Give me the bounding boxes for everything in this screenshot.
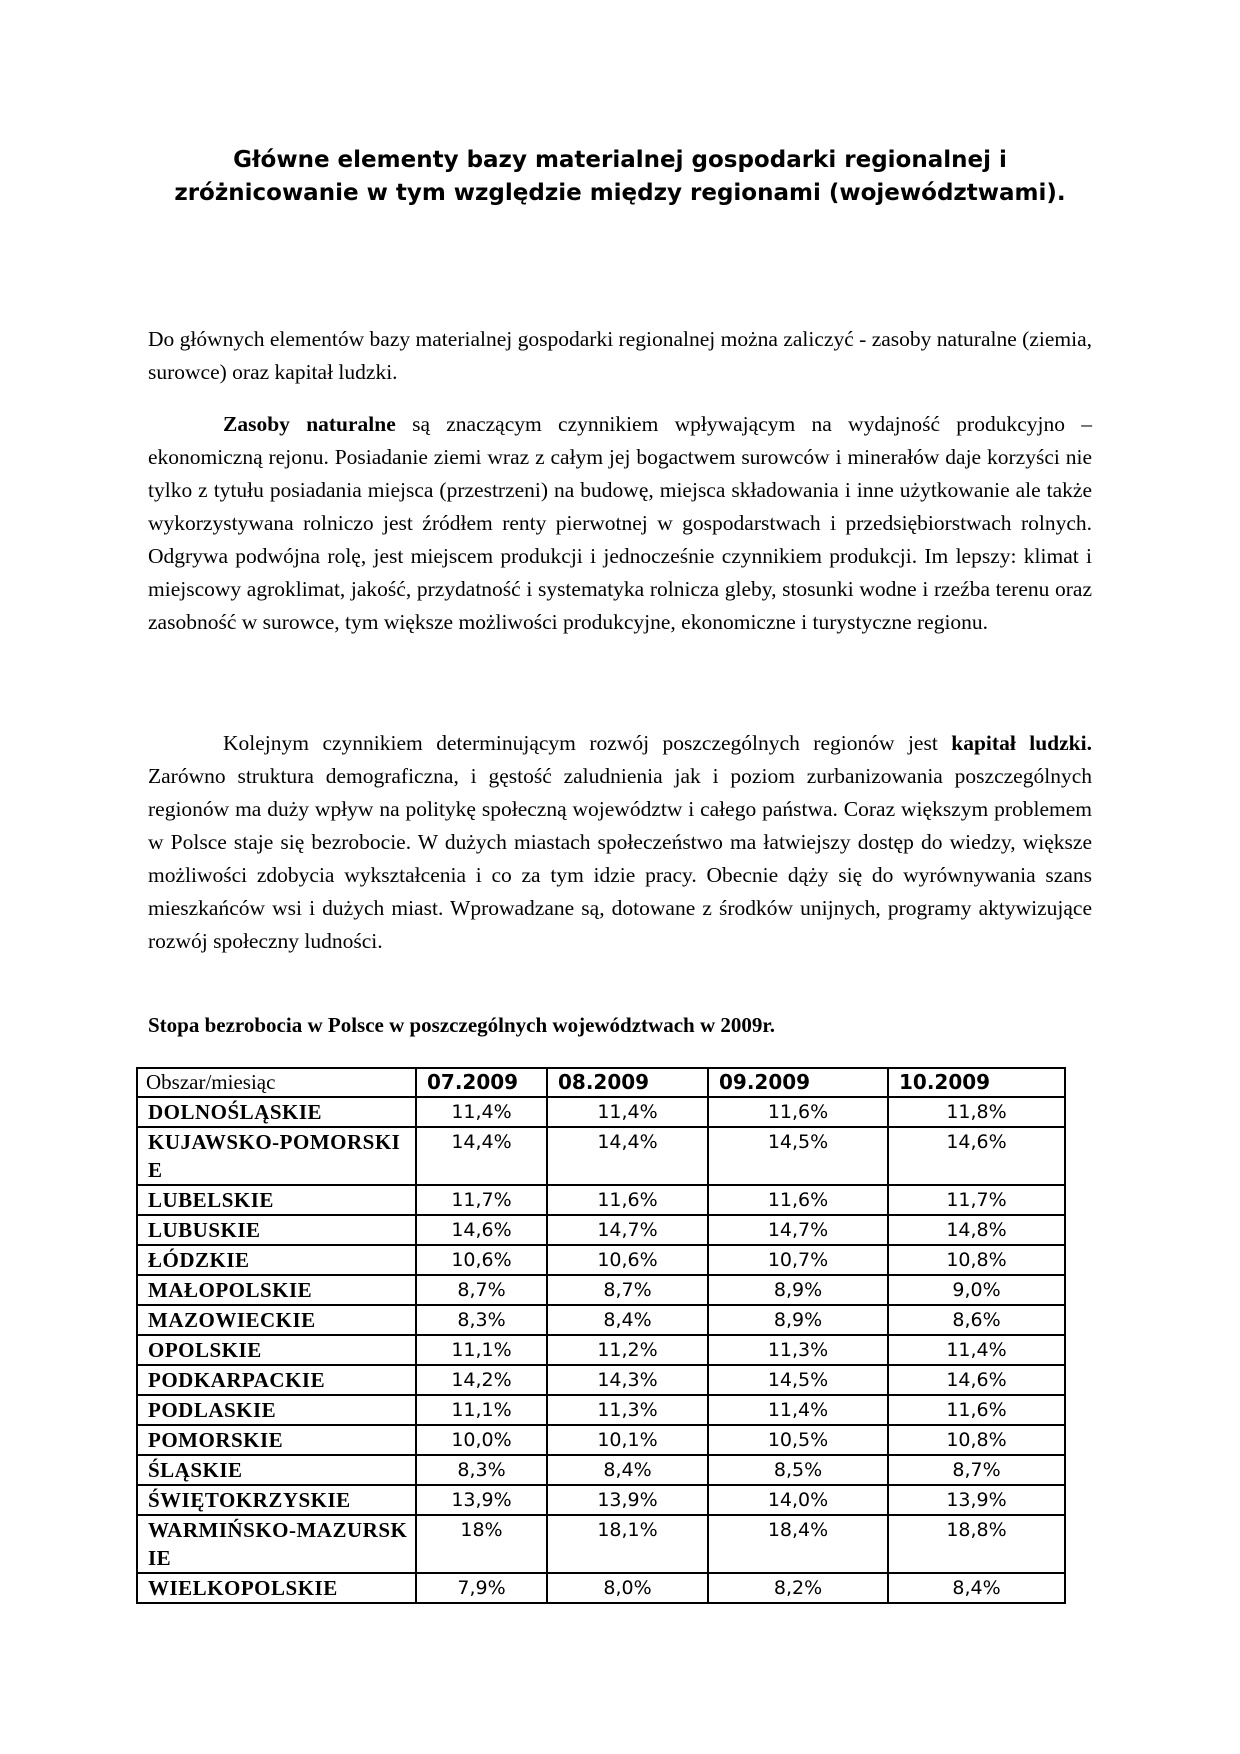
unemployment-rate-cell: 14,3% [547,1365,708,1395]
unemployment-rate-cell: 11,6% [888,1395,1065,1425]
region-name-cell: WIELKOPOLSKIE [137,1573,416,1603]
unemployment-rate-cell: 8,5% [708,1455,888,1485]
unemployment-rate-cell: 18,1% [547,1515,708,1573]
paragraph-natural-resources [148,408,1092,639]
unemployment-rate-cell: 10,0% [416,1425,547,1455]
region-name-cell: MAŁOPOLSKIE [137,1275,416,1305]
unemployment-rate-cell: 14,7% [708,1215,888,1245]
table-row [137,1305,1065,1335]
unemployment-rate-cell: 8,9% [708,1275,888,1305]
region-name-cell: POMORSKIE [137,1425,416,1455]
column-header-month: 10.2009 [888,1068,1065,1097]
unemployment-rate-cell: 8,0% [547,1573,708,1603]
unemployment-rate-cell: 11,2% [547,1335,708,1365]
region-name-cell: LUBELSKIE [137,1185,416,1215]
paragraph-intro: Do głównych elementów bazy materialnej gospodarki regionalnej można zaliczyć - zasoby naturalne (ziemia, surowce) oraz kapitał ludzki. [148,327,1092,384]
unemployment-rate-cell: 14,4% [416,1127,547,1185]
unemployment-rate-cell: 11,3% [547,1395,708,1425]
unemployment-rate-cell: 18,4% [708,1515,888,1573]
unemployment-rate-cell: 8,3% [416,1305,547,1335]
unemployment-rate-cell: 14,6% [416,1215,547,1245]
unemployment-rate-cell: 11,6% [708,1185,888,1215]
unemployment-table [136,1067,1066,1604]
unemployment-rate-cell: 10,8% [888,1425,1065,1455]
unemployment-rate-cell: 14,5% [708,1127,888,1185]
table-row [137,1215,1065,1245]
unemployment-rate-cell: 11,4% [547,1097,708,1127]
unemployment-rate-cell: 14,0% [708,1485,888,1515]
paragraph-text: Zarówno struktura demograficzna, i gęstość zaludnienia jak i poziom zurbanizowania poszczególnych regionów ma duży wpływ na politykę społeczną województw i całego państwa. Coraz większym problemem w Polsce staje się bezrobocie. W dużych miastach społeczeństwo ma łatwiejszy dostęp do wiedzy, większe możliwości zdobycia wykształcenia i co za tym idzie pracy. Obecnie dąży się do wyrównywania szans mieszkańców wsi i dużych miast. Wprowadzane są, dotowane z środków unijnych, programy aktywizujące rozwój społeczny ludności. [148,764,1092,953]
column-header-month: 08.2009 [547,1068,708,1097]
region-name-cell: WARMIŃSKO-MAZURSKIE [137,1515,416,1573]
unemployment-rate-cell: 11,6% [547,1185,708,1215]
unemployment-rate-cell: 14,7% [547,1215,708,1245]
unemployment-rate-cell: 11,4% [888,1335,1065,1365]
unemployment-rate-cell: 10,6% [547,1245,708,1275]
table-row [137,1097,1065,1127]
region-name-cell: ŚLĄSKIE [137,1455,416,1485]
document-title: Główne elementy bazy materialnej gospodarki regionalnej i zróżnicowanie w tym względzie między regionami (województwami). [174,147,1066,206]
table-row [137,1335,1065,1365]
unemployment-rate-cell: 8,3% [416,1455,547,1485]
unemployment-rate-cell: 10,1% [547,1425,708,1455]
unemployment-rate-cell: 13,9% [888,1485,1065,1515]
table-row [137,1365,1065,1395]
paragraph-text: Kolejnym czynnikiem determinującym rozwój poszczególnych regionów jest [223,731,952,755]
column-header-month: 09.2009 [708,1068,888,1097]
unemployment-rate-cell: 14,4% [547,1127,708,1185]
unemployment-rate-cell: 14,8% [888,1215,1065,1245]
table-header-row [137,1068,1065,1097]
table-row [137,1515,1065,1573]
unemployment-rate-cell: 8,2% [708,1573,888,1603]
region-name-cell: ŁÓDZKIE [137,1245,416,1275]
table-caption: Stopa bezrobocia w Polsce w poszczególnych województwach w 2009r. [148,1013,776,1037]
unemployment-rate-cell: 14,6% [888,1127,1065,1185]
unemployment-rate-cell: 10,7% [708,1245,888,1275]
unemployment-rate-cell: 8,4% [547,1455,708,1485]
column-header-region: Obszar/miesiąc [137,1068,416,1097]
unemployment-rate-cell: 13,9% [547,1485,708,1515]
unemployment-rate-cell: 11,1% [416,1335,547,1365]
unemployment-rate-cell: 11,7% [416,1185,547,1215]
unemployment-rate-cell: 18% [416,1515,547,1573]
unemployment-rate-cell: 10,5% [708,1425,888,1455]
unemployment-rate-cell: 8,4% [888,1573,1065,1603]
table-row [137,1185,1065,1215]
table-row [137,1245,1065,1275]
table-row [137,1455,1065,1485]
unemployment-rate-cell: 11,4% [708,1395,888,1425]
table-row [137,1395,1065,1425]
region-name-cell: LUBUSKIE [137,1215,416,1245]
bold-term-natural-resources: Zasoby naturalne [223,412,396,436]
paragraph-text: są znaczącym czynnikiem wpływającym na wydajność produkcyjno – ekonomiczną rejonu. Posiadanie ziemi wraz z całym jej bogactwem surowców i minerałów daje korzyści nie tylko z tytułu posiadania miejsca (przestrzeni) na budowę, miejsca składowania i inne użytkowanie ale także wykorzystywana rolniczo jest źródłem renty pierwotnej w gospodarstwach i przedsiębiorstwach rolnych. Odgrywa podwójna rolę, jest miejscem produkcji i jednocześnie czynnikiem produkcji. Im lepszy: klimat i miejscowy agroklimat, jakość, przydatność i systematyka rolnicza gleby, stosunki wodne i rzeźba terenu oraz zasobność w surowce, tym większe możliwości produkcyjne, ekonomiczne i turystyczne regionu. [148,412,1092,634]
unemployment-rate-cell: 8,7% [547,1275,708,1305]
table-row [137,1425,1065,1455]
unemployment-rate-cell: 10,6% [416,1245,547,1275]
unemployment-rate-cell: 8,6% [888,1305,1065,1335]
unemployment-rate-cell: 8,7% [888,1455,1065,1485]
unemployment-rate-cell: 13,9% [416,1485,547,1515]
column-header-month: 07.2009 [416,1068,547,1097]
region-name-cell: PODKARPACKIE [137,1365,416,1395]
table-row [137,1485,1065,1515]
unemployment-rate-cell: 14,5% [708,1365,888,1395]
unemployment-rate-cell: 10,8% [888,1245,1065,1275]
unemployment-rate-cell: 11,6% [708,1097,888,1127]
region-name-cell: PODLASKIE [137,1395,416,1425]
table-row [137,1573,1065,1603]
unemployment-rate-cell: 8,9% [708,1305,888,1335]
unemployment-rate-cell: 14,2% [416,1365,547,1395]
unemployment-rate-cell: 11,4% [416,1097,547,1127]
unemployment-rate-cell: 8,4% [547,1305,708,1335]
region-name-cell: KUJAWSKO-POMORSKIE [137,1127,416,1185]
unemployment-rate-cell: 11,8% [888,1097,1065,1127]
unemployment-rate-cell: 9,0% [888,1275,1065,1305]
table-row [137,1275,1065,1305]
unemployment-rate-cell: 18,8% [888,1515,1065,1573]
paragraph-human-capital [148,727,1092,958]
unemployment-rate-cell: 11,3% [708,1335,888,1365]
unemployment-rate-cell: 14,6% [888,1365,1065,1395]
unemployment-rate-cell: 7,9% [416,1573,547,1603]
region-name-cell: OPOLSKIE [137,1335,416,1365]
unemployment-rate-cell: 11,1% [416,1395,547,1425]
table-row [137,1127,1065,1185]
bold-term-human-capital: kapitał ludzki. [951,731,1092,755]
region-name-cell: MAZOWIECKIE [137,1305,416,1335]
region-name-cell: ŚWIĘTOKRZYSKIE [137,1485,416,1515]
region-name-cell: DOLNOŚLĄSKIE [137,1097,416,1127]
unemployment-rate-cell: 11,7% [888,1185,1065,1215]
unemployment-rate-cell: 8,7% [416,1275,547,1305]
